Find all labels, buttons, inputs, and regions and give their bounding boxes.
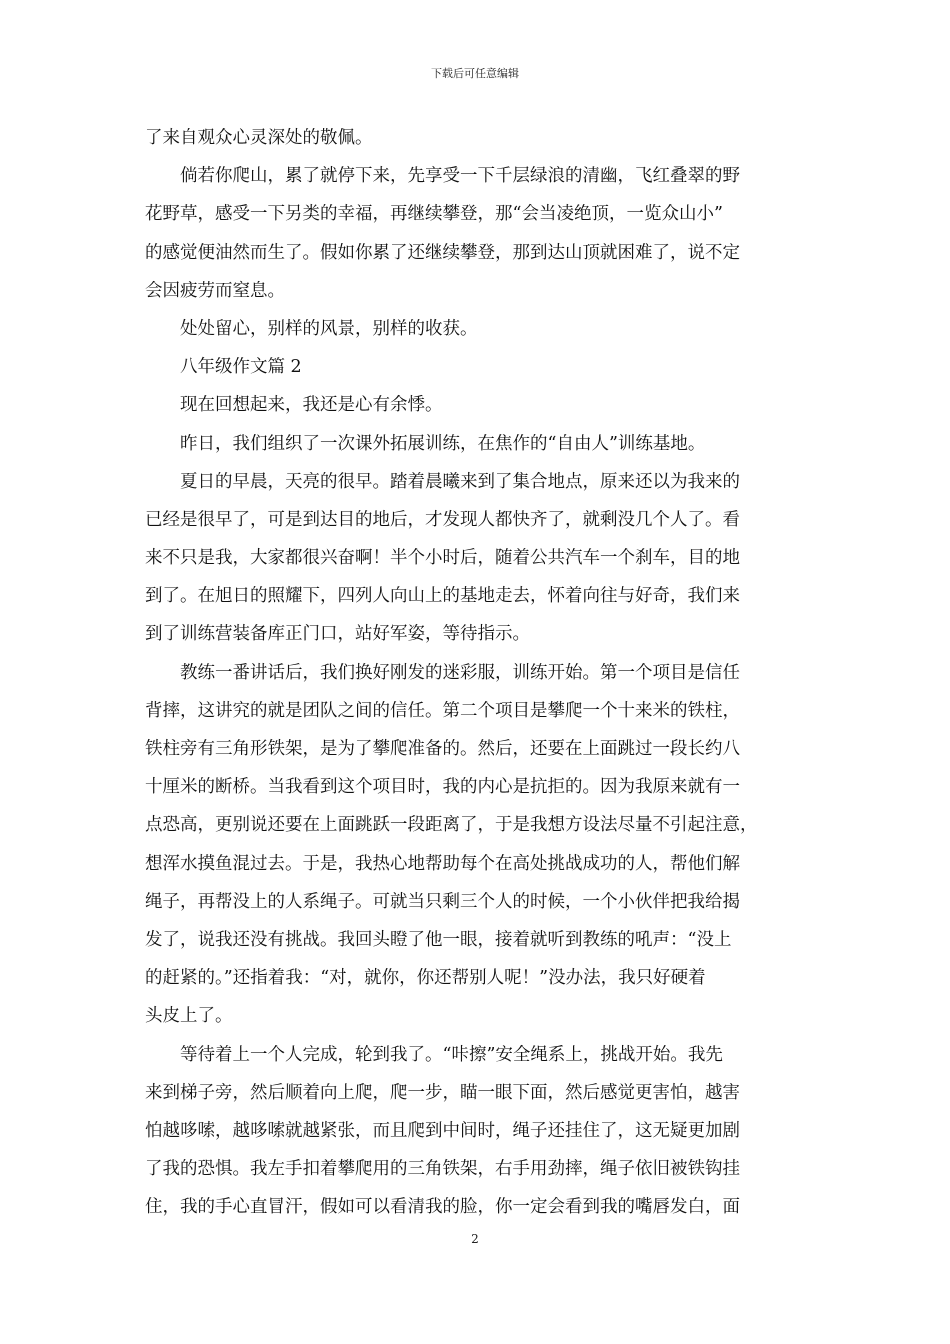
text-line: 现在回想起来，我还是心有余悸。 xyxy=(180,395,443,416)
page-number: 2 xyxy=(471,1232,479,1246)
text-line: 的感觉便油然而生了。假如你累了还继续攀登，那到达山顶就困难了，说不定 xyxy=(145,242,740,263)
text-line: 已经是很早了，可是到达目的地后，才发现人都快齐了，就剩没几个人了。看 xyxy=(145,509,740,530)
text-line: 想浑水摸鱼混过去。于是，我热心地帮助每个在高处挑战成功的人，帮他们解 xyxy=(145,853,740,874)
page-header: 下载后可任意编辑 xyxy=(431,67,519,80)
text-line: 铁柱旁有三角形铁架，是为了攀爬准备的。然后，还要在上面跳过一段长约八 xyxy=(145,739,740,759)
text-line: 来不只是我，大家都很兴奋啊！半个小时后，随着公共汽车一个刹车，目的地 xyxy=(145,548,740,569)
text-line: 昨日，我们组织了一次课外拓展训练，在焦作的“自由人”训练基地。 xyxy=(180,433,706,454)
text-line: 背摔，这讲究的就是团队之间的信任。第二个项目是攀爬一个十来米的铁柱， xyxy=(145,700,740,721)
text-line: 十厘米的断桥。当我看到这个项目时，我的内心是抗拒的。因为我原来就有一 xyxy=(145,777,740,798)
text-line: 头皮上了。 xyxy=(145,1006,233,1027)
text-line: 怕越哆嗦，越哆嗦就越紧张，而且爬到中间时，绳子还挂住了，这无疑更加剧 xyxy=(145,1120,740,1141)
text-line: 了来自观众心灵深处的敬佩。 xyxy=(145,128,373,148)
paragraph-block xyxy=(145,119,810,1226)
text-line: 住，我的手心直冒汗，假如可以看清我的脸，你一定会看到我的嘴唇发白，面 xyxy=(145,1197,740,1218)
text-line: 会因疲劳而窒息。 xyxy=(145,280,285,301)
text-line: 处处留心，别样的风景，别样的收获。 xyxy=(180,318,478,339)
text-line: 等待着上一个人完成，轮到我了。“咔擦”安全绳系上，挑战开始。我先 xyxy=(180,1044,723,1065)
document-body xyxy=(145,119,810,1226)
text-line: 点恐高，更别说还要在上面跳跃一段距离了，于是我想方设法尽量不引起注意， xyxy=(145,815,758,836)
text-line: 到了训练营装备库正门口，站好军姿，等待指示。 xyxy=(145,624,530,645)
text-line: 夏日的早晨，天亮的很早。踏着晨曦来到了集合地点，原来还以为我来的 xyxy=(180,471,740,492)
text-line: 了我的恐惧。我左手扣着攀爬用的三角铁架，右手用劲摔，绳子依旧被铁钩挂 xyxy=(145,1159,740,1180)
text-line: 花野草，感受一下另类的幸福，再继续攀登，那“会当凌绝顶，一览众山小” xyxy=(145,204,723,225)
text-line: 到了。在旭日的照耀下，四列人向山上的基地走去，怀着向往与好奇，我们来 xyxy=(145,586,740,607)
text-line: 绳子，再帮没上的人系绳子。可就当只剩三个人的时候，一个小伙伴把我给揭 xyxy=(145,891,740,912)
text-line: 倘若你爬山，累了就停下来，先享受一下千层绿浪的清幽，飞红叠翠的野 xyxy=(180,166,740,187)
text-line: 的赶紧的。”还指着我：“对，就你，你还帮别人呢！”没办法，我只好硬着 xyxy=(145,968,706,989)
section-heading: 八年级作文篇 2 xyxy=(180,357,302,378)
text-line: 教练一番讲话后，我们换好刚发的迷彩服，训练开始。第一个项目是信任 xyxy=(180,662,740,683)
text-line: 来到梯子旁，然后顺着向上爬，爬一步，瞄一眼下面，然后感觉更害怕，越害 xyxy=(145,1082,740,1103)
text-line: 发了，说我还没有挑战。我回头瞪了他一眼，接着就听到教练的吼声：“没上 xyxy=(145,929,732,950)
